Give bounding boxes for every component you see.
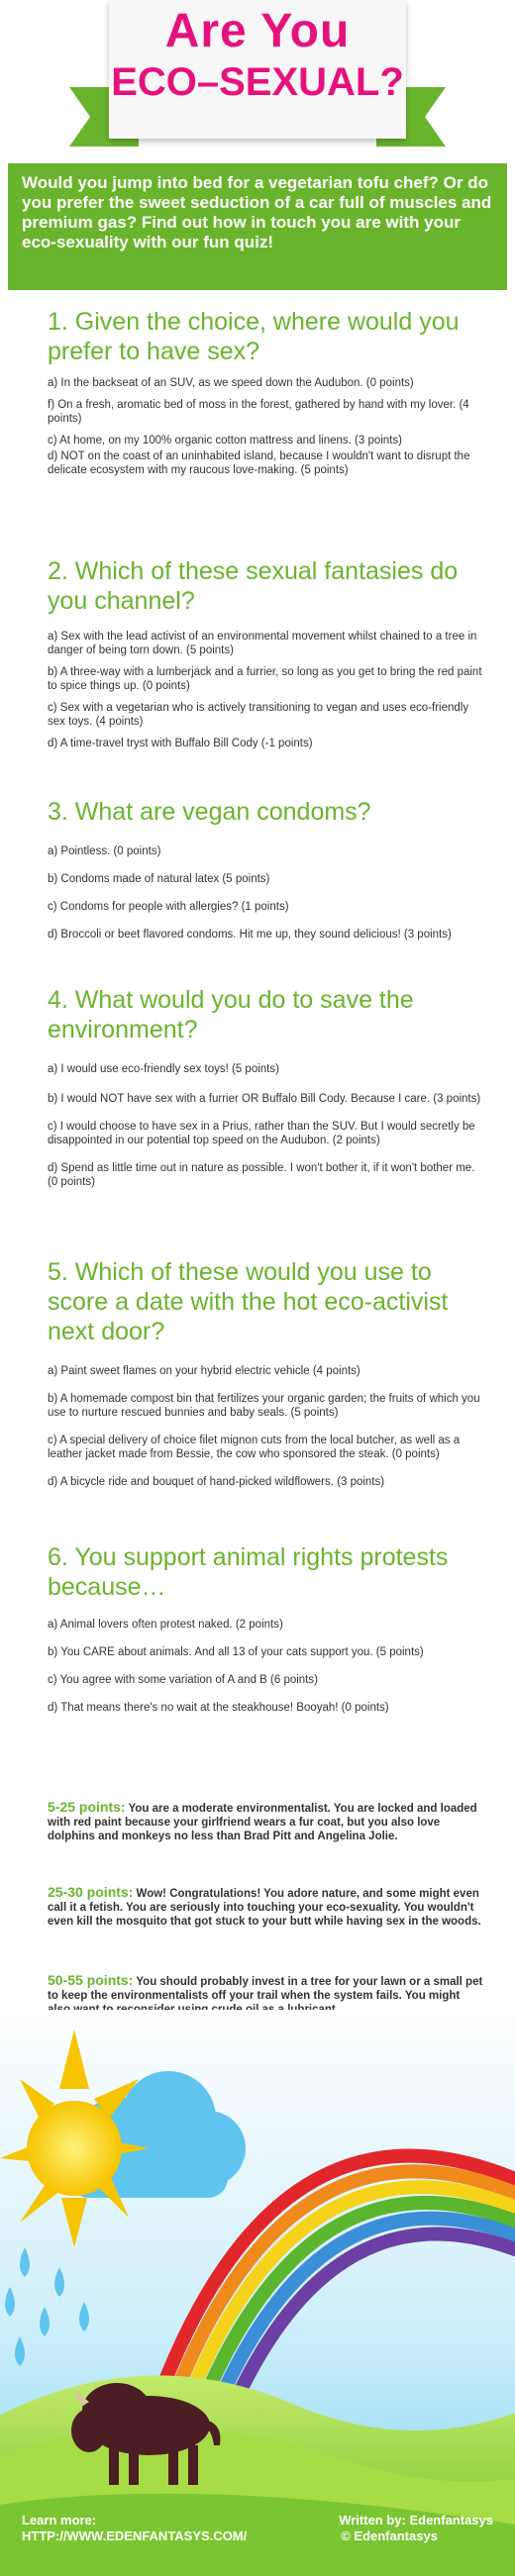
copyright: © Edenfantasys	[341, 2528, 438, 2543]
answer-b: b) A three-way with a lumberjack and a furrier, so long as you get to bring the red paint to spice things up. (0 points)	[48, 666, 482, 692]
answer-d: d) Broccoli or beet flavored condoms. Hit me up, they sound delicious! (3 points)	[48, 929, 452, 941]
answer-c: c) At home, on my 100% organic cotton mattress and linens. (3 points)	[48, 435, 402, 446]
title-card	[109, 0, 406, 139]
learn-more-label: Learn more:	[22, 2513, 97, 2527]
result-text: Wow! Congratulations! You adore nature, and some might even call it a fetish. You are seriously into touching your eco-sexuality. You wouldn't even kill the mosquito that got stuck to your butt while having sex in the woods.	[48, 1888, 481, 1928]
answer-b: b) You CARE about animals. And all 13 of your cats support you. (5 points)	[48, 1646, 424, 1658]
question-title: 2. Which of these sexual fantasies do you channel?	[48, 557, 459, 615]
answer-b: b) Condoms made of natural latex (5 points)	[48, 873, 270, 885]
answer-d: d) That means there's no wait at the steakhouse! Booyah! (0 points)	[48, 1702, 389, 1714]
answer-d: d) NOT on the coast of an uninhabited island, because I wouldn't want to disrupt the delicate ecosystem with my raucous love-making. (5 points)	[48, 450, 470, 476]
result-text: You are a moderate environmentalist. You are locked and loaded with red paint because your girlfriend wears a fur coat, but you also love dolphins and monkeys no less than Brad Pitt and Angelina Jolie.	[48, 1803, 477, 1842]
result-range: 50-55 points:	[48, 1972, 134, 1988]
question-title: 4. What would you do to save the environment?	[48, 986, 414, 1043]
answer-a: a) Sex with the lead activist of an environmental movement whilst chained to a tree in danger of being torn down. (5 points)	[48, 631, 477, 656]
question-1	[0, 307, 515, 485]
answer-a: a) I would use eco-friendly sex toys! (5 points)	[48, 1063, 279, 1075]
question-title: 6. You support animal rights protests because…	[48, 1543, 449, 1601]
answer-d: d) A time-travel tryst with Buffalo Bill Cody (-1 points)	[48, 738, 313, 749]
answer-d: d) A bicycle ride and bouquet of hand-picked wildflowers. (3 points)	[48, 1476, 385, 1488]
question-6	[0, 1542, 515, 1723]
result-1	[48, 1800, 483, 1843]
result-2	[48, 1885, 483, 1929]
answer-a: a) Paint sweet flames on your hybrid electric vehicle (4 points)	[48, 1365, 360, 1377]
answer-c: c) You agree with some variation of A and B (6 points)	[48, 1674, 318, 1686]
answer-a: a) Animal lovers often protest naked. (2 points)	[48, 1619, 283, 1631]
scene-illustration	[0, 2010, 515, 2576]
answer-c: c) I would choose to have sex in a Prius, rather than the SUV. But I would secretly be disappointed in our potential top speed on the Audubon. (2 points)	[48, 1121, 475, 1146]
footer-credits	[339, 2513, 493, 2544]
answer-a: a) Pointless. (0 points)	[48, 845, 161, 857]
written-by: Written by: Edenfantasys	[339, 2513, 493, 2527]
result-text: You should probably invest in a tree for your lawn or a small pet to keep the environmentalists off your trail when the system fails. You might	[48, 1976, 483, 2002]
question-3	[0, 797, 515, 949]
question-title: 3. What are vegan condoms?	[48, 798, 371, 826]
intro-box	[8, 163, 507, 290]
question-5	[0, 1257, 515, 1497]
header-banner	[0, 0, 515, 163]
question-4	[0, 985, 515, 1197]
answer-c: c) A special delivery of choice filet mignon cuts from the local butcher, as well as a leather jacket made from Bessie, the cow who sponsored the steak. (0 points)	[48, 1435, 461, 1460]
result-range: 25-30 points:	[48, 1884, 134, 1900]
question-2	[0, 556, 515, 758]
intro-text: Would you jump into bed for a vegetarian tofu chef? Or do you prefer the sweet seduction of a car full of muscles and premium gas? Find out how in touch you are with your eco-sexuality with our fun quiz!	[22, 173, 492, 251]
footer-learn-more	[22, 2513, 247, 2544]
answer-a: a) In the backseat of an SUV, as we speed down the Audubon. (0 points)	[48, 377, 414, 389]
answer-b: f) On a fresh, aromatic bed of moss in the forest, gathered by hand with my lover. (4 points)	[48, 399, 469, 425]
answer-d: d) Spend as little time out in nature as possible. I won't bother it, if it won't bother me. (0 points)	[48, 1162, 475, 1188]
website-link[interactable]: HTTP://WWW.EDENFANTASYS.COM/	[22, 2528, 248, 2543]
answer-b: b) I would NOT have sex with a furrier OR Buffalo Bill Cody. Because I care. (3 points)	[48, 1093, 481, 1105]
page-subtitle: ECO–SEXUAL?	[111, 60, 404, 104]
question-title: 5. Which of these would you use to score a date with the hot eco-activist next door?	[48, 1258, 449, 1345]
answer-c: c) Condoms for people with allergies? (1 points)	[48, 901, 289, 913]
result-range: 5-25 points:	[48, 1799, 126, 1815]
bottom-scene	[0, 2010, 515, 2576]
question-title: 1. Given the choice, where would you prefer to have sex?	[48, 308, 460, 365]
answer-b: b) A homemade compost bin that fertilizes your organic garden; the fruits of which you use to nurture rescued bunnies and baby seals. (5 points)	[48, 1393, 480, 1419]
answer-c: c) Sex with a vegetarian who is actively transitioning to vegan and uses eco-friendly sex toys. (4 points)	[48, 702, 469, 728]
page-title: Are You	[164, 5, 351, 57]
